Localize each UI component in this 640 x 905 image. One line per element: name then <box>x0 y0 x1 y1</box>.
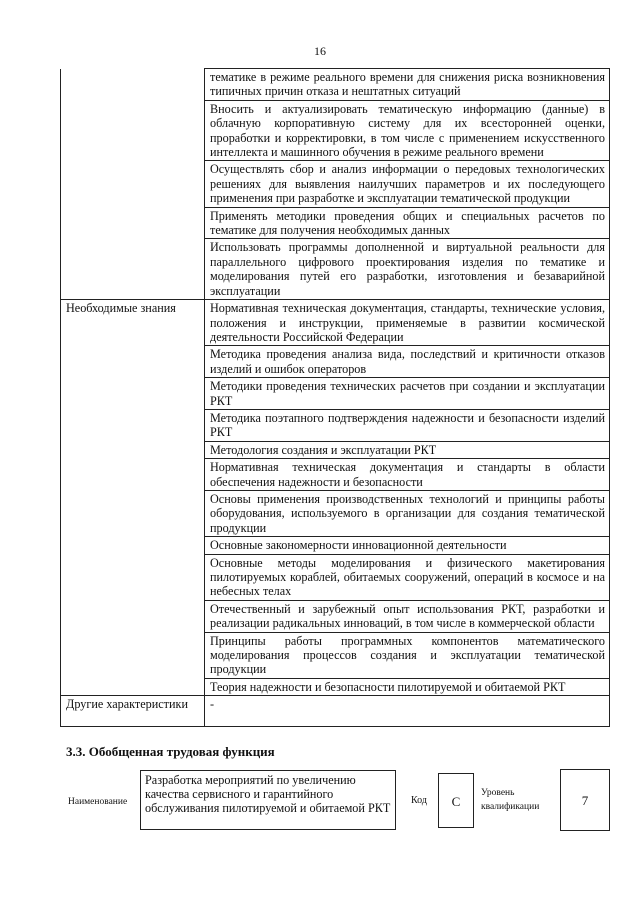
knowledge-item: Теория надежности и безопасности пилотируемой и обитаемой РКТ <box>205 678 610 695</box>
skills-item: тематике в режиме реального времени для снижения риска возникновения типичных причин отказа и нештатных ситуаций <box>205 69 610 101</box>
table-row <box>61 207 610 239</box>
skills-item: Вносить и актуализировать тематическую информацию (данные) в облачную корпоративную систему для их всесторонней оценки, проработки и корректировки, в том числе с применением искусственного интеллекта и машинного обучения в режиме реального времени <box>205 100 610 161</box>
skills-item: Применять методики проведения общих и специальных расчетов по тематике для получения необходимых данных <box>205 207 610 239</box>
section-heading: 3.3. Обобщенная трудовая функция <box>66 744 275 759</box>
knowledge-item: Отечественный и зарубежный опыт использования РКТ, разработки и реализации радикальных инноваций, в том числе в коммерческой области <box>205 600 610 632</box>
table-row <box>61 100 610 161</box>
knowledge-item: Основные закономерности инновационной деятельности <box>205 537 610 554</box>
other-characteristics-label: Другие характеристики <box>61 696 205 727</box>
skills-label-cell <box>61 100 205 161</box>
knowledge-item: Методика поэтапного подтверждения надежности и безопасности изделий РКТ <box>205 409 610 441</box>
code-label: Код <box>411 795 427 806</box>
knowledge-item: Основы применения производственных технологий и принципы работы оборудования, используемого в организации для создания тематической продукции <box>205 490 610 536</box>
knowledge-item: Нормативная техническая документация и стандарты в области обеспечения надежности и безопасности <box>205 459 610 491</box>
qualification-level-label: Уровень квалификации <box>481 788 540 812</box>
knowledge-item: Методики проведения технических расчетов при создании и эксплуатации РКТ <box>205 378 610 410</box>
knowledge-label: Необходимые знания <box>61 300 205 696</box>
code-value: С <box>438 773 474 828</box>
skills-item: Использовать программы дополненной и виртуальной реальности для параллельного цифрового проектирования изделия по тематике и моделирования путей его разработки, изготовления и безаварийной эксплуатации <box>205 239 610 300</box>
name-value: Разработка мероприятий по увеличению качества сервисного и гарантийного обслуживания пилотируемой и обитаемой РКТ <box>140 770 396 830</box>
page-number: 16 <box>314 44 326 58</box>
skills-label-cell <box>61 207 205 239</box>
knowledge-item: Основные методы моделирования и физического макетирования пилотируемых кораблей, обитаемых сооружений, операций в космосе и на небесных телах <box>205 554 610 600</box>
table-row <box>61 69 610 101</box>
name-label: Наименование <box>68 797 128 807</box>
table-row <box>61 239 610 300</box>
knowledge-item: Методика проведения анализа вида, последствий и критичности отказов изделий и ошибок операторов <box>205 346 610 378</box>
table-row <box>61 300 610 346</box>
skills-label-cell <box>61 239 205 300</box>
requirements-table <box>60 68 610 727</box>
skills-item: Осуществлять сбор и анализ информации о передовых технологических решениях для выявления наилучших параметров и их последующего применения при разработке и эксплуатации тематической продукции <box>205 161 610 207</box>
table-row <box>61 696 610 727</box>
qualification-level-value: 7 <box>560 769 610 831</box>
knowledge-item: Методология создания и эксплуатации РКТ <box>205 441 610 458</box>
knowledge-item: Принципы работы программных компонентов математического моделирования процессов создания и эксплуатации тематической продукции <box>205 632 610 678</box>
skills-label-cell <box>61 69 205 101</box>
table-row <box>61 161 610 207</box>
other-characteristics-value: - <box>205 696 610 727</box>
skills-label-cell <box>61 161 205 207</box>
knowledge-item: Нормативная техническая документация, стандарты, технические условия, положения и инструкции, применяемые в развитии космической деятельности Российской Федерации <box>205 300 610 346</box>
